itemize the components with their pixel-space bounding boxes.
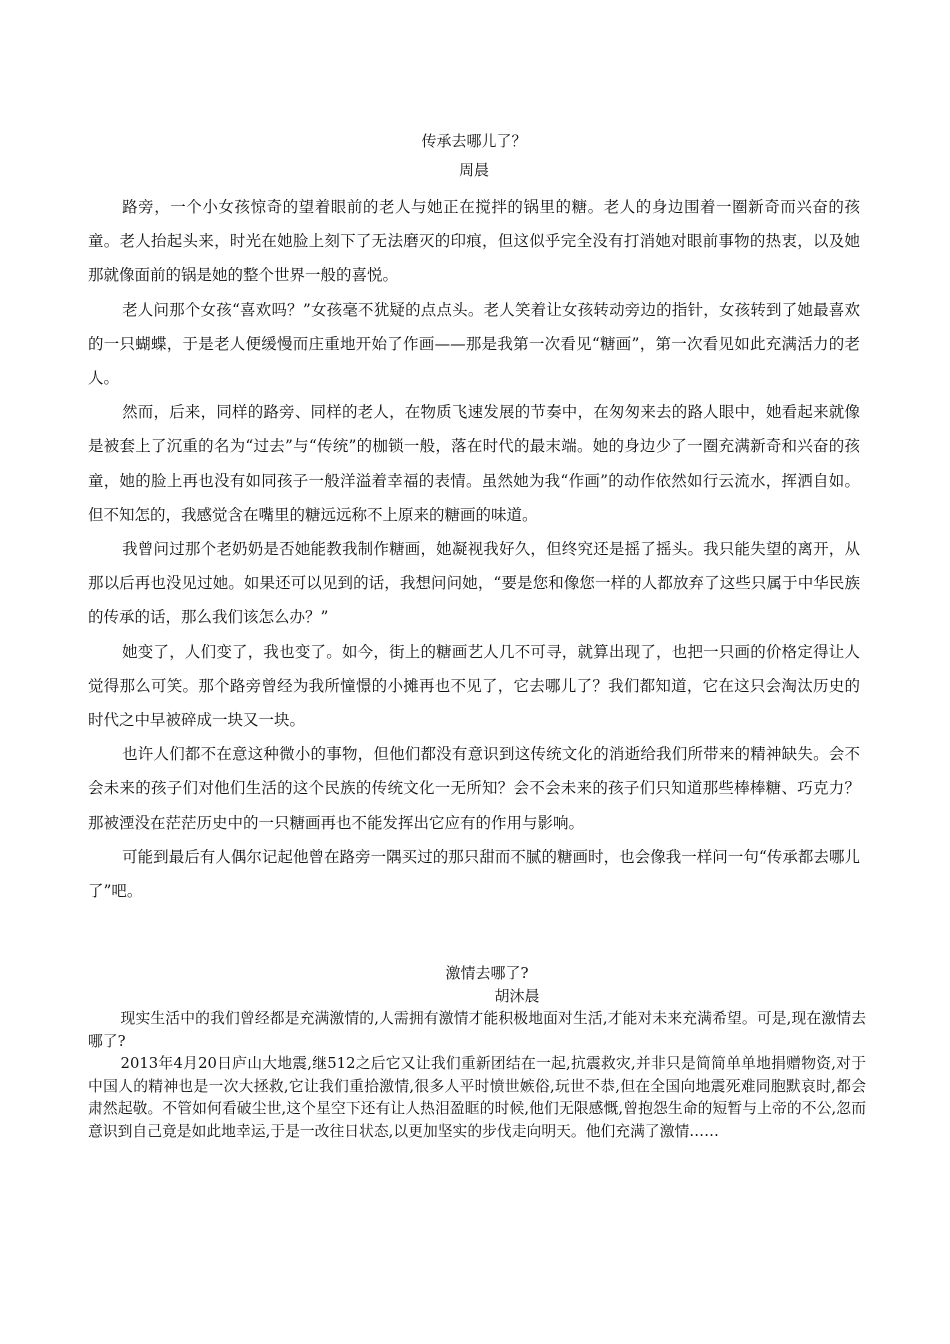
paragraph: 路旁，一个小女孩惊奇的望着眼前的老人与她正在搅拌的锅里的糖。老人的身边围着一圈新奇而兴奋的孩童。老人抬起头来，时光在她脸上刻下了无法磨灭的印痕，但这似乎完全没有打消她对眼前事物的热衷，以及她那就像面前的锅是她的整个世界一般的喜悦。: [88, 198, 860, 285]
essay-author: 周晨: [458, 161, 489, 179]
essay-title: 激情去哪了?: [445, 964, 529, 982]
paragraph: 2013年4月20日庐山大地震,继512之后它又让我们重新团结在一起,抗震救灾,并非只是简简单单地捐赠物资,对于中国人的精神也是一次大拯救,它让我们重拾激情,很多人平时愤世嫉俗,玩世不恭,但在全国向地震死难同胞默哀时,都会肃然起敬。不管如何看破尘世,这个星空下还有让人热泪盈眶的时候,他们无限感慨,曾抱怨生命的短暂与上帝的不公,忽而意识到自己竟是如此地幸运,于是一改往日状态,以更加坚实的步伐走向明天。他们充满了激情……: [88, 1055, 866, 1140]
paragraph: 可能到最后有人偶尔记起他曾在路旁一隅买过的那只甜而不腻的糖画时，也会像我一样问一句“传承都去哪儿了”吧。: [88, 847, 860, 901]
paragraph: 现实生活中的我们曾经都是充满激情的,人需拥有激情才能积极地面对生活,才能对未来充满希望。可是,现在激情去哪了?: [88, 1010, 866, 1050]
paragraph: 然而，后来，同样的路旁、同样的老人，在物质飞速发展的节奏中，在匆匆来去的路人眼中，她看起来就像是被套上了沉重的名为“过去”与“传统”的枷锁一般，落在时代的最末端。她的身边少了一圈充满新奇和兴奋的孩童，她的脸上再也没有如同孩子一般洋溢着幸福的表情。虽然她为我“作画”的动作依然如行云流水，挥洒自如。但不知怎的，我感觉含在嘴里的糖远远称不上原来的糖画的味道。: [88, 403, 860, 524]
essay-title: 传承去哪儿了？: [421, 132, 527, 150]
paragraph: 老人问那个女孩“喜欢吗？”女孩毫不犹疑的点点头。老人笑着让女孩转动旁边的指针，女孩转到了她最喜欢的一只蝴蝶，于是老人便缓慢而庄重地开始了作画——那是我第一次看见“糖画”，第一次看见如此充满活力的老人。: [88, 300, 860, 388]
essay-jiqing: [88, 962, 866, 1144]
paragraph: 她变了，人们变了，我也变了。如今，街上的糖画艺人几不可寻，就算出现了，也把一只画的价格定得让人觉得那么可笑。那个路旁曾经为我所憧憬的小摊再也不见了，它去哪儿了？我们都知道，它在这只会淘汰历史的时代之中早被碎成一块又一块。: [88, 642, 860, 730]
paragraph: 我曾问过那个老奶奶是否她能教我制作糖画，她凝视我好久，但终究还是摇了摇头。我只能失望的离开，从那以后再也没见过她。如果还可以见到的话，我想问问她，“要是您和像您一样的人都放弃了这些只属于中华民族的传承的话，那么我们该怎么办？”: [88, 540, 860, 627]
essay-chuancheng: [88, 128, 860, 908]
essay-author: 胡沐晨: [494, 987, 540, 1005]
paragraph: 也许人们都不在意这种微小的事物，但他们都没有意识到这传统文化的消逝给我们所带来的精神缺失。会不会未来的孩子们对他们生活的这个民族的传统文化一无所知？会不会未来的孩子们只知道那些棒棒糖、巧克力？那被湮没在茫茫历史中的一只糖画再也不能发挥出它应有的作用与影响。: [88, 745, 860, 832]
